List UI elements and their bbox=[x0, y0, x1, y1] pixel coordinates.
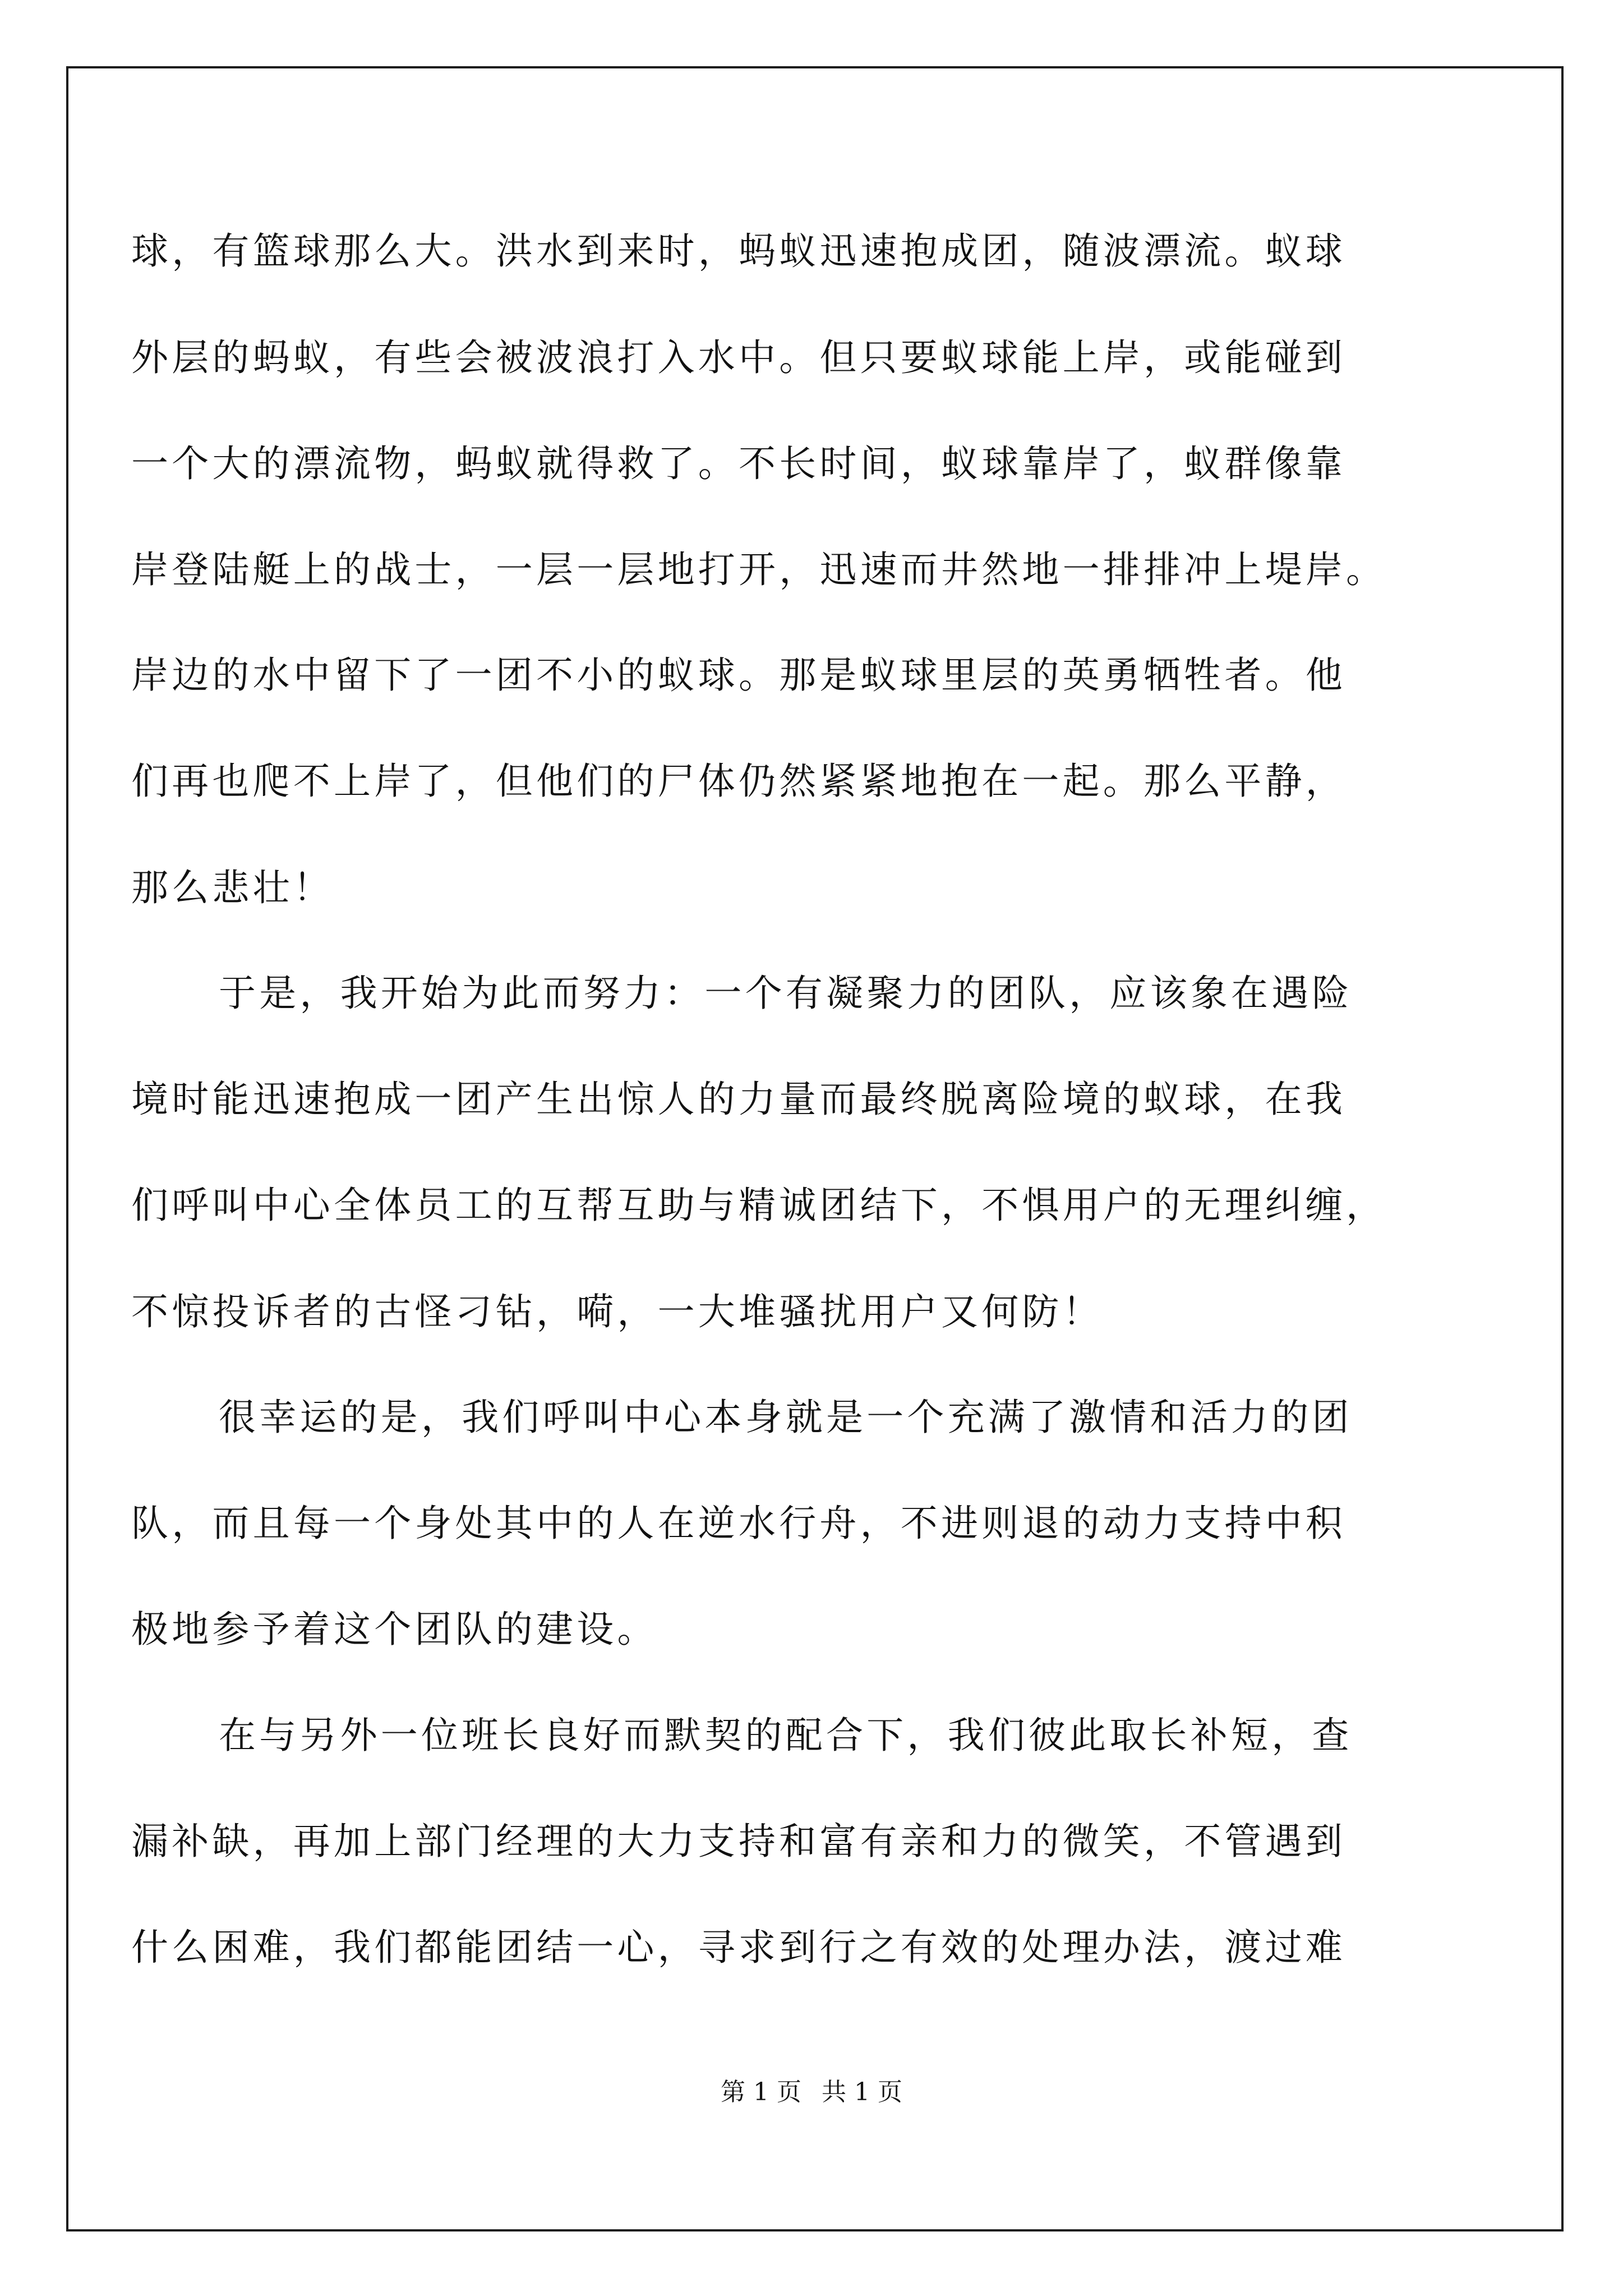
text-line: 什么困难，我们都能团结一心，寻求到行之有效的处理办法，渡过难 bbox=[131, 1926, 1346, 1969]
text-line: 不惊投诉者的古怪刁钻，嗬，一大堆骚扰用户又何防！ bbox=[131, 1290, 1103, 1333]
text-line: 队，而且每一个身处其中的人在逆水行舟，不进则退的动力支持中积 bbox=[131, 1502, 1346, 1545]
text-line: 外层的蚂蚁，有些会被波浪打入水中。但只要蚁球能上岸，或能碰到 bbox=[131, 336, 1346, 379]
paragraph-first-line: 于是，我开始为此而努力：一个有凝聚力的团队，应该象在遇险 bbox=[219, 972, 1353, 1015]
page-total: 共 1 页 bbox=[822, 2078, 902, 2106]
paragraph-first-line: 很幸运的是，我们呼叫中心本身就是一个充满了激情和活力的团 bbox=[219, 1396, 1353, 1439]
text-line: 一个大的漂流物，蚂蚁就得救了。不长时间，蚁球靠岸了，蚁群像靠 bbox=[131, 442, 1346, 485]
paragraph-first-line: 在与另外一位班长良好而默契的配合下，我们彼此取长补短，查 bbox=[219, 1714, 1353, 1757]
text-line: 们呼叫中心全体员工的互帮互助与精诚团结下，不惧用户的无理纠缠， bbox=[131, 1184, 1387, 1227]
text-line: 漏补缺，再加上部门经理的大力支持和富有亲和力的微笑，不管遇到 bbox=[131, 1820, 1346, 1863]
text-line: 境时能迅速抱成一团产生出惊人的力量而最终脱离险境的蚁球，在我 bbox=[131, 1078, 1346, 1121]
text-line: 岸登陆艇上的战士，一层一层地打开，迅速而井然地一排排冲上堤岸。 bbox=[131, 548, 1387, 591]
page-number: 第 1 页 bbox=[721, 2078, 801, 2106]
page-footer bbox=[0, 2076, 1623, 2109]
text-line: 岸边的水中留下了一团不小的蚁球。那是蚁球里层的英勇牺牲者。他 bbox=[131, 654, 1346, 697]
text-line: 极地参予着这个团队的建设。 bbox=[131, 1608, 658, 1651]
text-line: 球，有篮球那么大。洪水到来时，蚂蚁迅速抱成团，随波漂流。蚁球 bbox=[131, 229, 1346, 273]
text-line: 那么悲壮！ bbox=[131, 866, 334, 909]
text-line: 们再也爬不上岸了，但他们的尸体仍然紧紧地抱在一起。那么平静， bbox=[131, 760, 1346, 803]
